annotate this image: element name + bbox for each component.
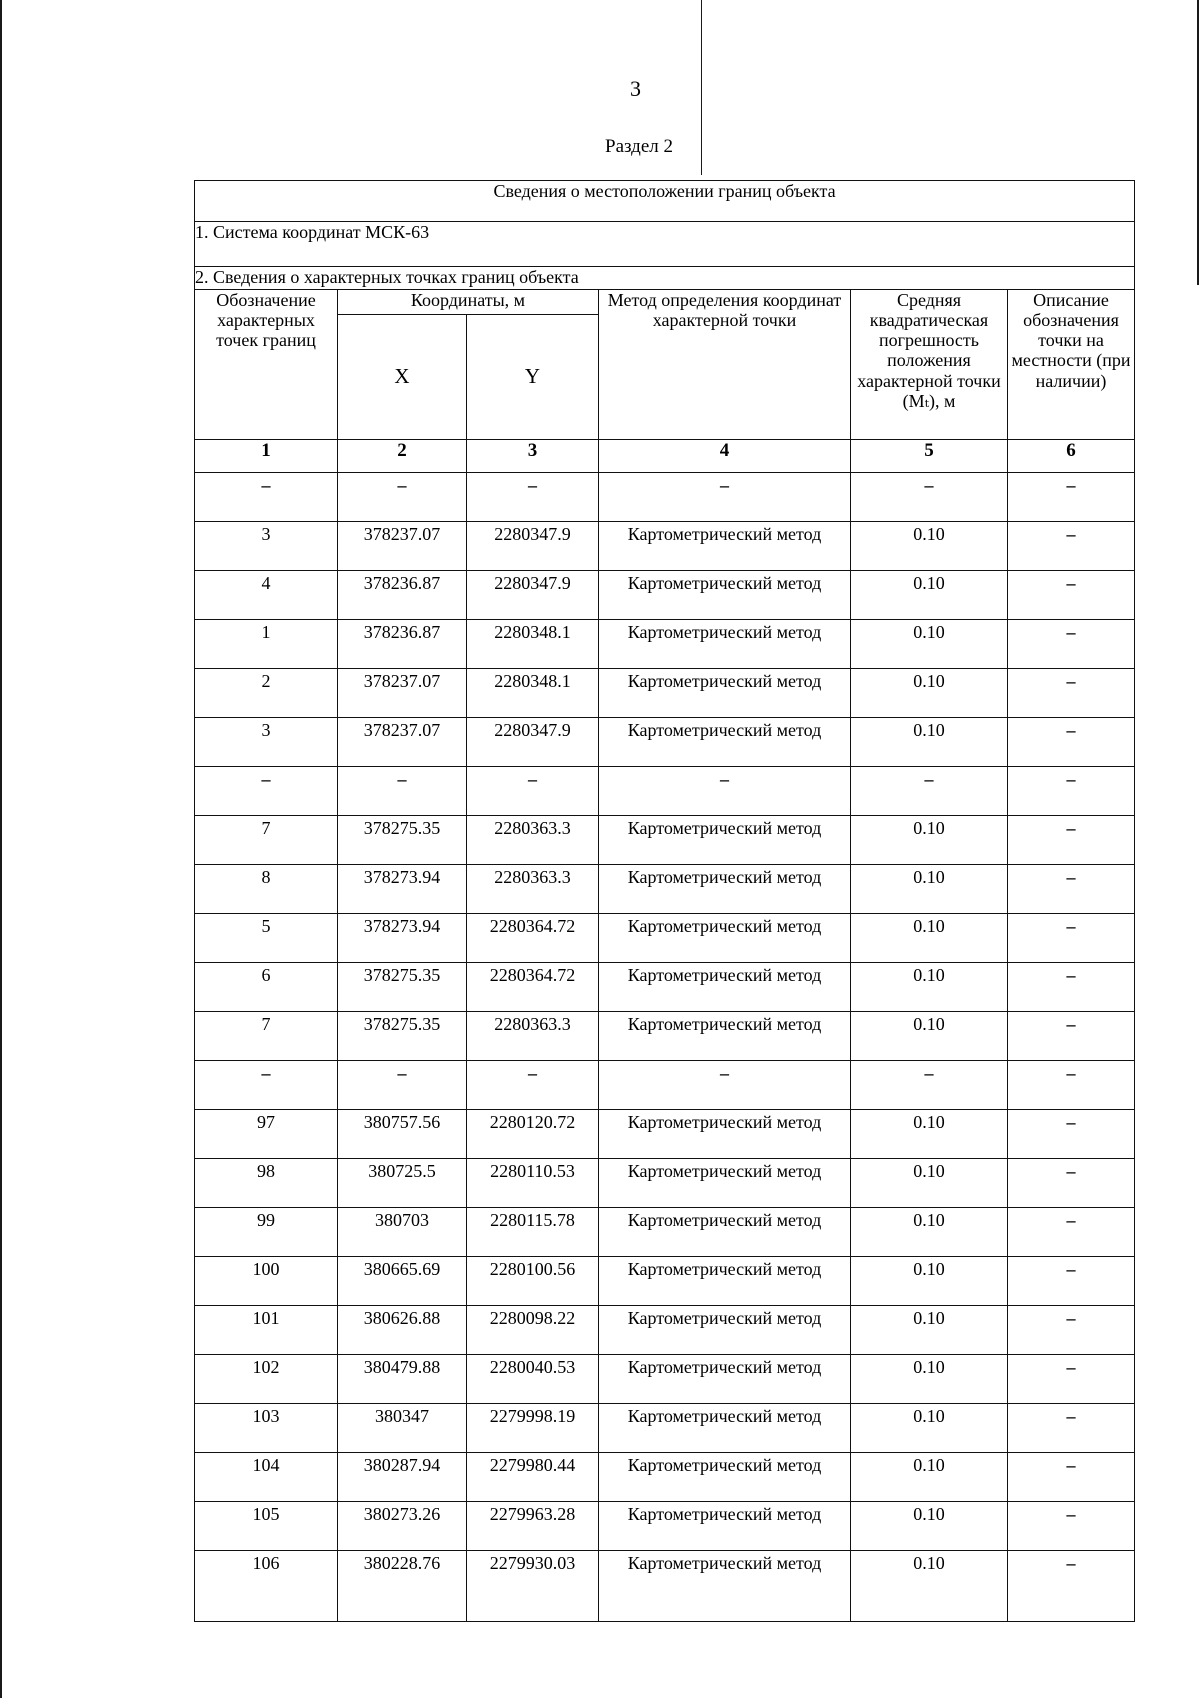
cell-x: 378236.87 bbox=[338, 571, 467, 620]
cell-x: 378273.94 bbox=[338, 865, 467, 914]
column-number: 5 bbox=[851, 440, 1008, 473]
cell-error: 0.10 bbox=[851, 1257, 1008, 1306]
cell-description: – bbox=[1008, 718, 1135, 767]
cell-y: 2280363.3 bbox=[467, 865, 599, 914]
cell-designation: 1 bbox=[195, 620, 338, 669]
header-x: X bbox=[338, 315, 467, 440]
cell-designation: – bbox=[195, 1061, 338, 1110]
table-title: Сведения о местоположении границ объекта bbox=[195, 181, 1135, 222]
cell-designation: 8 bbox=[195, 865, 338, 914]
column-number: 6 bbox=[1008, 440, 1135, 473]
cell-method: Картометрический метод bbox=[599, 1404, 851, 1453]
header-y: Y bbox=[467, 315, 599, 440]
cell-x: 378237.07 bbox=[338, 522, 467, 571]
table-row bbox=[195, 1404, 1135, 1453]
cell-description: – bbox=[1008, 571, 1135, 620]
separator-row bbox=[195, 1061, 1135, 1110]
cell-description: – bbox=[1008, 1404, 1135, 1453]
cell-error: 0.10 bbox=[851, 1355, 1008, 1404]
column-number: 2 bbox=[338, 440, 467, 473]
cell-error: 0.10 bbox=[851, 1502, 1008, 1551]
table-row bbox=[195, 1012, 1135, 1061]
separator-row bbox=[195, 473, 1135, 522]
cell-x: 380626.88 bbox=[338, 1306, 467, 1355]
cell-designation: 105 bbox=[195, 1502, 338, 1551]
cell-y: 2280110.53 bbox=[467, 1159, 599, 1208]
cell-error: – bbox=[851, 473, 1008, 522]
table-row bbox=[195, 1110, 1135, 1159]
cell-y: 2280120.72 bbox=[467, 1110, 599, 1159]
page-number: 3 bbox=[630, 76, 641, 101]
cell-x: 378275.35 bbox=[338, 963, 467, 1012]
cell-error: 0.10 bbox=[851, 571, 1008, 620]
cell-description: – bbox=[1008, 669, 1135, 718]
cell-y: – bbox=[467, 473, 599, 522]
cell-description: – bbox=[1008, 963, 1135, 1012]
cell-method: Картометрический метод bbox=[599, 718, 851, 767]
cell-error: 0.10 bbox=[851, 669, 1008, 718]
cell-method: Картометрический метод bbox=[599, 1355, 851, 1404]
cell-error: 0.10 bbox=[851, 1159, 1008, 1208]
cell-description: – bbox=[1008, 1061, 1135, 1110]
cell-x: 378275.35 bbox=[338, 816, 467, 865]
cell-method: Картометрический метод bbox=[599, 571, 851, 620]
cell-x: 380757.56 bbox=[338, 1110, 467, 1159]
cell-method: Картометрический метод bbox=[599, 963, 851, 1012]
cell-y: 2280348.1 bbox=[467, 669, 599, 718]
cell-designation: 98 bbox=[195, 1159, 338, 1208]
cell-error: – bbox=[851, 1061, 1008, 1110]
cell-x: – bbox=[338, 767, 467, 816]
cell-method: Картометрический метод bbox=[599, 669, 851, 718]
cell-y: 2279930.03 bbox=[467, 1551, 599, 1622]
header-coordinates: Координаты, м bbox=[338, 290, 599, 315]
column-number: 3 bbox=[467, 440, 599, 473]
table-row bbox=[195, 816, 1135, 865]
cell-description: – bbox=[1008, 914, 1135, 963]
cell-y: – bbox=[467, 767, 599, 816]
table-row bbox=[195, 1257, 1135, 1306]
cell-description: – bbox=[1008, 1453, 1135, 1502]
cell-designation: 104 bbox=[195, 1453, 338, 1502]
cell-error: 0.10 bbox=[851, 522, 1008, 571]
cell-designation: – bbox=[195, 473, 338, 522]
cell-method: Картометрический метод bbox=[599, 865, 851, 914]
cell-x: 378273.94 bbox=[338, 914, 467, 963]
cell-error: – bbox=[851, 767, 1008, 816]
cell-description: – bbox=[1008, 865, 1135, 914]
coord-system: 1. Система координат МСК-63 bbox=[195, 222, 1135, 267]
cell-error: 0.10 bbox=[851, 914, 1008, 963]
points-title: 2. Сведения о характерных точках границ объекта bbox=[195, 267, 1135, 290]
cell-designation: 7 bbox=[195, 816, 338, 865]
section-label: Раздел 2 bbox=[605, 136, 673, 157]
cell-x: 380665.69 bbox=[338, 1257, 467, 1306]
cell-error: 0.10 bbox=[851, 1208, 1008, 1257]
cell-x: – bbox=[338, 473, 467, 522]
cell-method: Картометрический метод bbox=[599, 1306, 851, 1355]
cell-x: 380228.76 bbox=[338, 1551, 467, 1622]
cell-designation: 5 bbox=[195, 914, 338, 963]
cell-designation: 3 bbox=[195, 522, 338, 571]
cell-method: Картометрический метод bbox=[599, 1159, 851, 1208]
cell-description: – bbox=[1008, 767, 1135, 816]
cell-method: Картометрический метод bbox=[599, 1502, 851, 1551]
cell-description: – bbox=[1008, 1208, 1135, 1257]
cell-y: 2280363.3 bbox=[467, 1012, 599, 1061]
cell-y: 2280364.72 bbox=[467, 914, 599, 963]
cell-error: 0.10 bbox=[851, 718, 1008, 767]
cell-x: 380725.5 bbox=[338, 1159, 467, 1208]
cell-x: 378237.07 bbox=[338, 669, 467, 718]
cell-x: 378236.87 bbox=[338, 620, 467, 669]
cell-description: – bbox=[1008, 1257, 1135, 1306]
cell-y: 2280040.53 bbox=[467, 1355, 599, 1404]
cell-error: 0.10 bbox=[851, 620, 1008, 669]
header-error: Средняя квадратическая погрешность положения характерной точки (Mₜ), м bbox=[851, 290, 1008, 440]
table-row bbox=[195, 963, 1135, 1012]
cell-y: 2280347.9 bbox=[467, 571, 599, 620]
table-row bbox=[195, 1208, 1135, 1257]
cell-designation: 4 bbox=[195, 571, 338, 620]
cell-method: – bbox=[599, 473, 851, 522]
cell-description: – bbox=[1008, 1551, 1135, 1622]
cell-y: 2279963.28 bbox=[467, 1502, 599, 1551]
header-description: Описание обозначения точки на местности (при наличии) bbox=[1008, 290, 1135, 440]
cell-designation: 100 bbox=[195, 1257, 338, 1306]
cell-designation: 102 bbox=[195, 1355, 338, 1404]
separator-row bbox=[195, 767, 1135, 816]
table-row bbox=[195, 865, 1135, 914]
cell-error: 0.10 bbox=[851, 1404, 1008, 1453]
cell-x: 378275.35 bbox=[338, 1012, 467, 1061]
table-row bbox=[195, 1355, 1135, 1404]
cell-description: – bbox=[1008, 1012, 1135, 1061]
table-row bbox=[195, 620, 1135, 669]
cell-error: 0.10 bbox=[851, 1110, 1008, 1159]
cell-description: – bbox=[1008, 1355, 1135, 1404]
column-number: 1 bbox=[195, 440, 338, 473]
boundary-table bbox=[194, 180, 1135, 1622]
cell-description: – bbox=[1008, 1306, 1135, 1355]
cell-method: Картометрический метод bbox=[599, 1257, 851, 1306]
scan-line-fold bbox=[701, 0, 702, 175]
cell-y: 2280347.9 bbox=[467, 718, 599, 767]
header-designation: Обозначение характерных точек границ bbox=[195, 290, 338, 440]
table-row bbox=[195, 1502, 1135, 1551]
cell-description: – bbox=[1008, 1502, 1135, 1551]
table-row bbox=[195, 914, 1135, 963]
table-row bbox=[195, 522, 1135, 571]
cell-x: 378237.07 bbox=[338, 718, 467, 767]
table-row bbox=[195, 718, 1135, 767]
cell-designation: 7 bbox=[195, 1012, 338, 1061]
scan-line-left bbox=[0, 0, 2, 1698]
cell-error: 0.10 bbox=[851, 1012, 1008, 1061]
cell-error: 0.10 bbox=[851, 1551, 1008, 1622]
cell-error: 0.10 bbox=[851, 1453, 1008, 1502]
cell-y: 2280364.72 bbox=[467, 963, 599, 1012]
cell-method: Картометрический метод bbox=[599, 914, 851, 963]
cell-method: Картометрический метод bbox=[599, 1110, 851, 1159]
cell-description: – bbox=[1008, 1159, 1135, 1208]
cell-error: 0.10 bbox=[851, 963, 1008, 1012]
cell-x: 380347 bbox=[338, 1404, 467, 1453]
cell-designation: 99 bbox=[195, 1208, 338, 1257]
cell-description: – bbox=[1008, 1110, 1135, 1159]
cell-y: 2280363.3 bbox=[467, 816, 599, 865]
cell-y: 2280100.56 bbox=[467, 1257, 599, 1306]
cell-error: 0.10 bbox=[851, 1306, 1008, 1355]
cell-designation: 97 bbox=[195, 1110, 338, 1159]
cell-method: Картометрический метод bbox=[599, 1551, 851, 1622]
cell-y: 2279980.44 bbox=[467, 1453, 599, 1502]
cell-method: Картометрический метод bbox=[599, 816, 851, 865]
cell-y: 2279998.19 bbox=[467, 1404, 599, 1453]
cell-designation: – bbox=[195, 767, 338, 816]
cell-description: – bbox=[1008, 473, 1135, 522]
cell-method: Картометрический метод bbox=[599, 1208, 851, 1257]
header-method: Метод определения координат характерной точки bbox=[599, 290, 851, 440]
cell-method: – bbox=[599, 767, 851, 816]
cell-method: – bbox=[599, 1061, 851, 1110]
cell-y: 2280347.9 bbox=[467, 522, 599, 571]
table-row bbox=[195, 1551, 1135, 1622]
cell-method: Картометрический метод bbox=[599, 1453, 851, 1502]
cell-y: 2280098.22 bbox=[467, 1306, 599, 1355]
cell-designation: 6 bbox=[195, 963, 338, 1012]
cell-x: 380479.88 bbox=[338, 1355, 467, 1404]
table-row bbox=[195, 1453, 1135, 1502]
cell-y: 2280348.1 bbox=[467, 620, 599, 669]
cell-x: 380287.94 bbox=[338, 1453, 467, 1502]
cell-designation: 3 bbox=[195, 718, 338, 767]
cell-error: 0.10 bbox=[851, 816, 1008, 865]
cell-designation: 106 bbox=[195, 1551, 338, 1622]
cell-description: – bbox=[1008, 620, 1135, 669]
cell-method: Картометрический метод bbox=[599, 620, 851, 669]
cell-x: – bbox=[338, 1061, 467, 1110]
cell-error: 0.10 bbox=[851, 865, 1008, 914]
cell-y: 2280115.78 bbox=[467, 1208, 599, 1257]
table-row bbox=[195, 1159, 1135, 1208]
table-row bbox=[195, 1306, 1135, 1355]
cell-x: 380703 bbox=[338, 1208, 467, 1257]
cell-method: Картометрический метод bbox=[599, 522, 851, 571]
table-row bbox=[195, 669, 1135, 718]
cell-description: – bbox=[1008, 522, 1135, 571]
cell-description: – bbox=[1008, 816, 1135, 865]
cell-y: – bbox=[467, 1061, 599, 1110]
scan-line-right bbox=[1197, 0, 1199, 285]
cell-x: 380273.26 bbox=[338, 1502, 467, 1551]
cell-designation: 2 bbox=[195, 669, 338, 718]
cell-designation: 103 bbox=[195, 1404, 338, 1453]
column-number: 4 bbox=[599, 440, 851, 473]
table-row bbox=[195, 571, 1135, 620]
cell-designation: 101 bbox=[195, 1306, 338, 1355]
cell-method: Картометрический метод bbox=[599, 1012, 851, 1061]
